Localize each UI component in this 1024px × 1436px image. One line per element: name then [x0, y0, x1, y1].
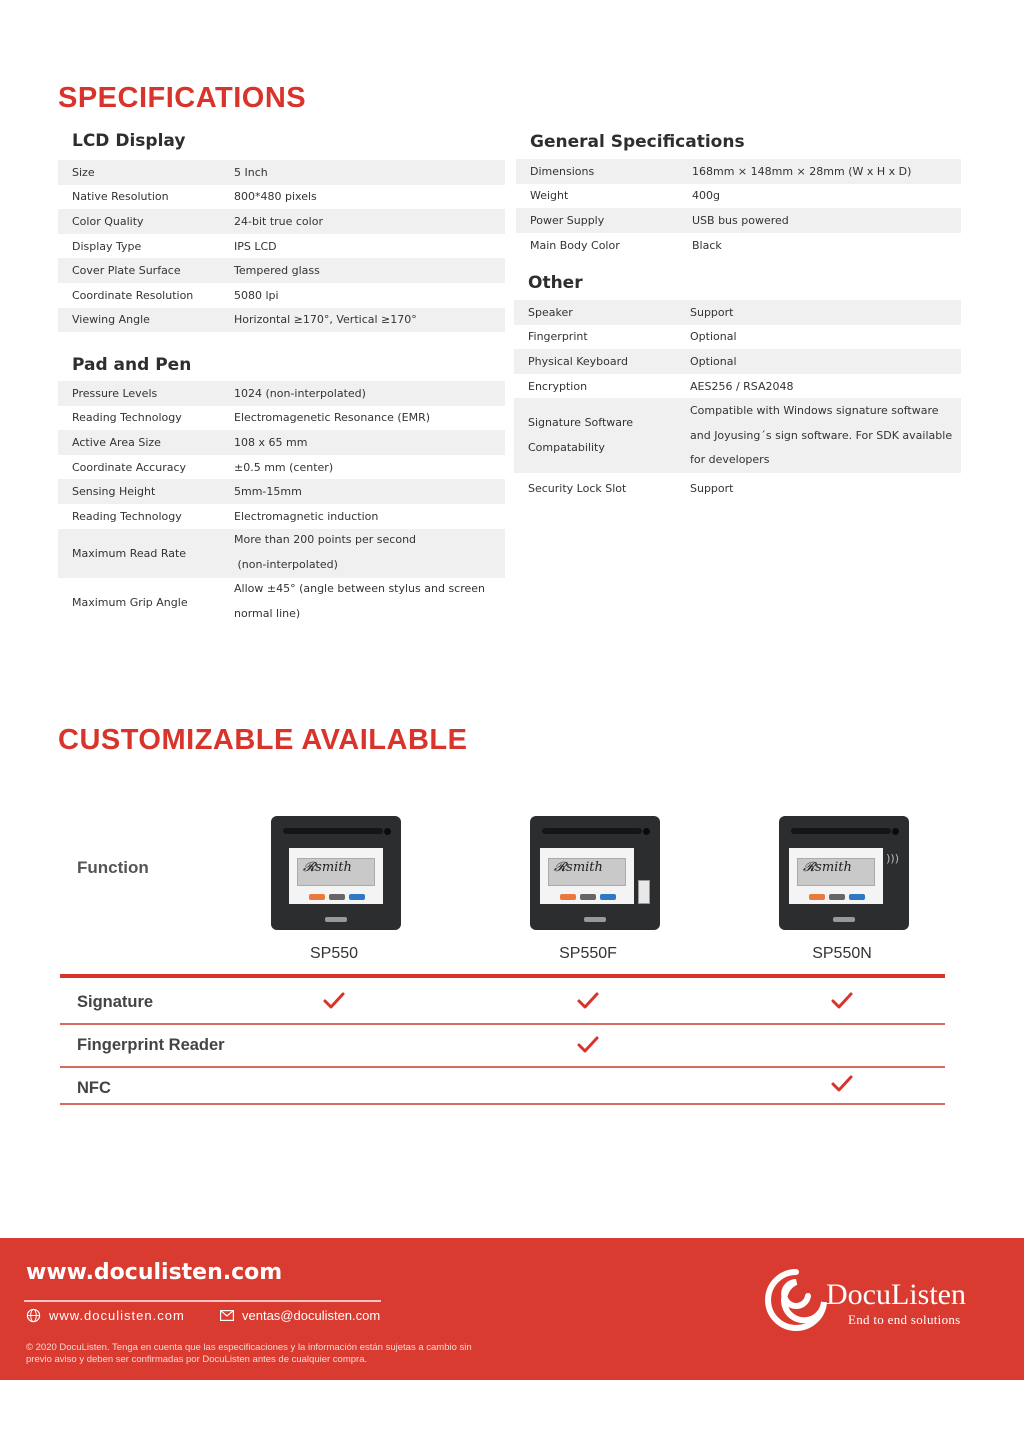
spec-value: 5080 lpi	[234, 288, 279, 302]
spec-value-line: Allow ±45° (angle between stylus and screen	[234, 582, 486, 596]
device-image-sp550f	[530, 816, 660, 930]
spec-value: 5 Inch	[234, 165, 268, 179]
spec-key: Speaker	[528, 305, 573, 319]
footer-legal-text	[26, 1342, 506, 1366]
spec-row	[58, 578, 505, 627]
spec-value-line: Compatible with Windows signature software	[690, 403, 939, 417]
spec-row	[514, 374, 961, 399]
spec-key: Sensing Height	[72, 485, 156, 499]
spec-key: Active Area Size	[72, 435, 161, 449]
doculisten-logo	[764, 1268, 1004, 1338]
mail-icon	[220, 1310, 234, 1321]
other-table	[514, 300, 961, 503]
spec-key: Cover Plate Surface	[72, 264, 181, 278]
spec-value	[234, 528, 505, 577]
spec-row	[58, 430, 505, 455]
screen-buttons	[809, 894, 865, 900]
general-specifications-heading: General Specifications	[530, 132, 745, 152]
spec-value: Support	[690, 305, 734, 319]
device-image-sp550n	[779, 816, 909, 930]
spec-row	[58, 258, 505, 283]
lcd-display-table	[58, 160, 505, 332]
spec-row	[58, 504, 505, 529]
globe-icon	[26, 1308, 41, 1323]
spec-key: Security Lock Slot	[528, 481, 627, 495]
camera-dot	[643, 828, 650, 835]
camera-dot	[384, 828, 391, 835]
spec-value: Horizontal ≥170°, Vertical ≥170°	[234, 313, 417, 327]
legal-line: previo aviso y deben ser confirmadas por DocuListen antes de cualquier compra.	[26, 1354, 368, 1365]
spec-key: Maximum Read Rate	[72, 546, 187, 560]
spec-value-line: and Joyusing´s sign software. For SDK available	[690, 428, 953, 442]
spec-key: Reading Technology	[72, 411, 182, 425]
spec-row	[58, 479, 505, 504]
spec-key: Maximum Grip Angle	[72, 595, 188, 609]
device-screen	[789, 848, 883, 904]
spec-value: Support	[690, 481, 734, 495]
spec-value: AES256 / RSA2048	[690, 379, 794, 393]
spec-key: Dimensions	[530, 164, 595, 178]
specifications-title: SPECIFICATIONS	[58, 82, 307, 114]
spec-row	[58, 381, 505, 406]
camera-dot	[892, 828, 899, 835]
spec-key: Encryption	[528, 379, 588, 393]
spec-row	[516, 233, 961, 258]
feature-label-fingerprint: Fingerprint Reader	[77, 1036, 225, 1054]
model-label-sp550n: SP550N	[812, 945, 872, 962]
spec-key: Physical Keyboard	[528, 354, 628, 368]
spec-key: Color Quality	[72, 214, 144, 228]
footer-website-large[interactable]: www.doculisten.com	[26, 1260, 283, 1285]
spec-key: Fingerprint	[528, 330, 588, 344]
nfc-icon: )))	[886, 852, 899, 865]
function-label: Function	[77, 858, 149, 877]
spec-value: 400g	[692, 189, 720, 203]
signature-scribble: 𝓡smith	[554, 860, 603, 875]
spec-key: Display Type	[72, 239, 142, 253]
row-divider	[60, 1066, 945, 1068]
spec-key: Coordinate Resolution	[72, 288, 194, 302]
spec-row	[516, 208, 961, 233]
screen-buttons	[560, 894, 616, 900]
pad-and-pen-table	[58, 381, 505, 627]
model-label-sp550f: SP550F	[559, 945, 617, 962]
spec-value: 5mm-15mm	[234, 485, 302, 499]
pad-and-pen-heading: Pad and Pen	[72, 355, 192, 375]
brand-logo	[584, 917, 606, 922]
spec-row	[58, 160, 505, 185]
spec-value: ±0.5 mm (center)	[234, 460, 334, 474]
spec-row	[514, 325, 961, 350]
spec-key: Power Supply	[530, 213, 605, 227]
spec-key: Native Resolution	[72, 190, 169, 204]
brand-logo	[325, 917, 347, 922]
spec-value: Optional	[690, 330, 737, 344]
footer-email-text[interactable]: ventas@doculisten.com	[242, 1308, 381, 1323]
spec-row	[58, 283, 505, 308]
spec-key: Size	[72, 165, 95, 179]
card-slot	[283, 828, 383, 834]
device-screen	[540, 848, 634, 904]
spec-value	[234, 577, 505, 626]
check-icon	[576, 991, 600, 1011]
signature-scribble: 𝓡smith	[803, 860, 852, 875]
check-icon	[322, 991, 346, 1011]
feature-label-nfc: NFC	[77, 1079, 111, 1097]
spec-row	[58, 234, 505, 259]
spec-row	[58, 529, 505, 578]
feature-label-signature: Signature	[77, 993, 154, 1011]
spec-value: IPS LCD	[234, 239, 277, 253]
check-icon	[830, 1074, 854, 1094]
card-slot	[791, 828, 891, 834]
spec-row	[514, 473, 961, 503]
general-specifications-table	[516, 159, 961, 257]
brand-logo	[833, 917, 855, 922]
spec-value: 24-bit true color	[234, 214, 323, 228]
signature-scribble: 𝓡smith	[303, 860, 352, 875]
spec-key: Reading Technology	[72, 509, 182, 523]
spec-value: Electromagenetic Resonance (EMR)	[234, 411, 431, 425]
spec-row	[516, 184, 961, 209]
spec-value: 800*480 pixels	[234, 190, 317, 204]
lcd-display-heading: LCD Display	[72, 131, 186, 151]
row-divider	[60, 1023, 945, 1025]
device-screen	[289, 848, 383, 904]
other-heading: Other	[528, 273, 583, 293]
spec-row	[58, 406, 505, 431]
spec-value: Black	[692, 238, 722, 252]
spec-key: Pressure Levels	[72, 386, 158, 400]
spec-value	[690, 399, 961, 473]
spec-value: Electromagnetic induction	[234, 509, 379, 523]
spec-row	[516, 159, 961, 184]
spec-row	[514, 398, 961, 473]
spec-value: USB bus powered	[692, 213, 789, 227]
customizable-title: CUSTOMIZABLE AVAILABLE	[58, 724, 468, 756]
footer-divider	[24, 1300, 381, 1302]
spec-row	[514, 349, 961, 374]
card-slot	[542, 828, 642, 834]
spec-row	[514, 300, 961, 325]
swirl-logo-icon	[764, 1268, 828, 1332]
spec-key-line: Compatability	[528, 440, 605, 454]
footer-web-contact[interactable]	[26, 1308, 185, 1323]
footer-web-text[interactable]: www.doculisten.com	[49, 1308, 185, 1323]
screen-buttons	[309, 894, 365, 900]
legal-line: © 2020 DocuListen. Tenga en cuenta que las especificaciones y la información están sujetas a cambio sin	[26, 1342, 472, 1353]
spec-key: Viewing Angle	[72, 313, 150, 327]
fingerprint-sensor	[638, 880, 650, 904]
spec-value: 168mm × 148mm × 28mm (W x H x D)	[692, 164, 912, 178]
spec-value: 1024 (non-interpolated)	[234, 386, 366, 400]
brand-tagline: End to end solutions	[848, 1312, 961, 1327]
spec-value-line: More than 200 points per second	[234, 533, 417, 547]
model-label-sp550: SP550	[309, 945, 359, 962]
spec-row	[58, 209, 505, 234]
device-image-sp550	[271, 816, 401, 930]
spec-value-line: (non-interpolated)	[234, 558, 338, 572]
spec-key: Weight	[530, 189, 569, 203]
spec-key: Main Body Color	[530, 238, 620, 252]
row-divider	[60, 1103, 945, 1105]
brand-name: DocuListen	[826, 1278, 966, 1311]
spec-row	[58, 455, 505, 480]
spec-key	[514, 411, 690, 460]
spec-row	[58, 308, 505, 333]
check-icon	[830, 991, 854, 1011]
spec-key: Coordinate Accuracy	[72, 460, 187, 474]
footer-email-contact[interactable]	[220, 1308, 380, 1323]
spec-row	[58, 185, 505, 210]
footer	[0, 1238, 1024, 1380]
spec-value: Optional	[690, 354, 737, 368]
spec-key-line: Signature Software	[528, 416, 634, 430]
spec-value-line: for developers	[690, 453, 770, 467]
table-header-divider	[60, 974, 945, 978]
spec-value: Tempered glass	[234, 264, 320, 278]
spec-value: 108 x 65 mm	[234, 435, 308, 449]
check-icon	[576, 1035, 600, 1055]
spec-value-line: normal line)	[234, 607, 301, 621]
